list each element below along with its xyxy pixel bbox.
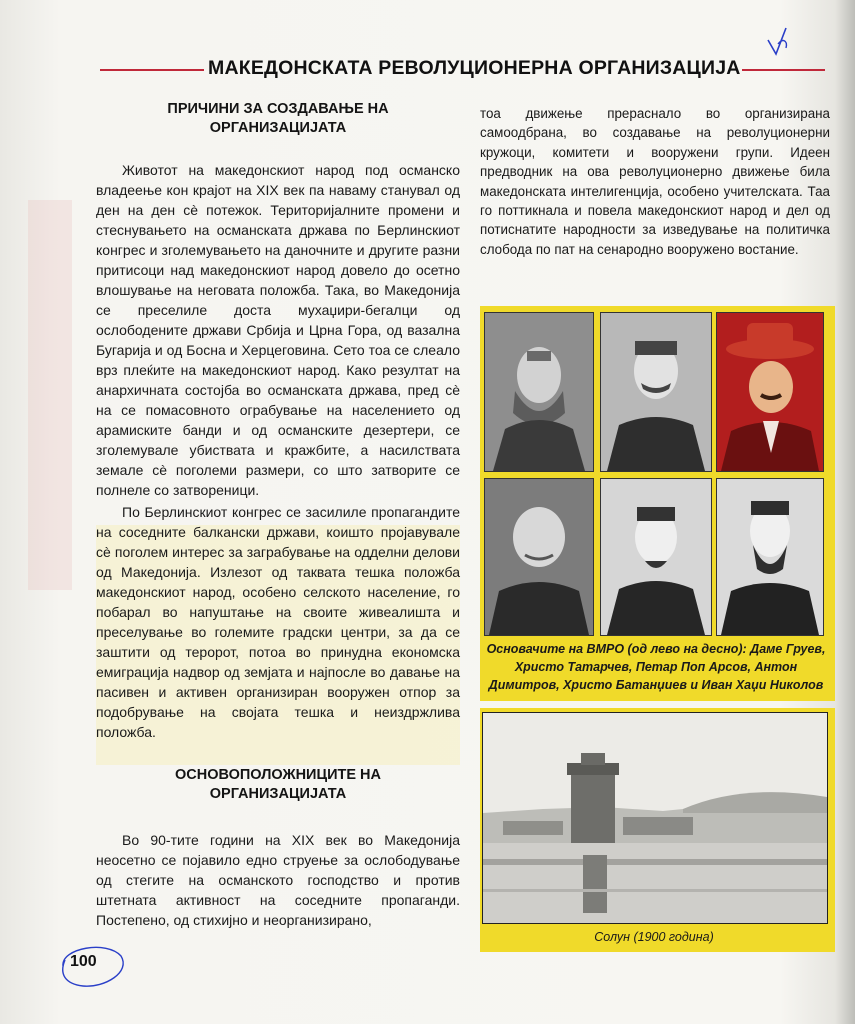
page-number: 100: [70, 953, 97, 970]
paragraph-causes-1: Животот на македонскиот народ под османско владеење кон крајот на XIX век па наваму станувал од ден на ден сè потежок. Територијалните промени и стеснувањето на османската држава по Берлинскиот конгрес и зголемувањето на даночните и другите разни притисоци над македонскиот народ довело до осетно влошување на неговата положба. Така, во Македонија се преселиле доста мухаџири-бегалци од ослободените држави Србија и Црна Гора, од вазална Бугарија и од Босна и Херцеговина. Сето тоа се слеало врз плеќите на македонскиот народ. Како резултат на анархичната состојба во османската држава, пред сè на се помасовното ограбување на населението од арамиските банди и од османските дезертери, се зголемувале убиствата и кражбите, а насилствата земале сè поголеми размери, со што затворите се полнеле со затвореници.: [96, 162, 460, 498]
thessaloniki-photo: [482, 712, 828, 924]
left-column: [96, 100, 460, 930]
portrait-photo-2: [600, 312, 712, 472]
section-heading-founders: [96, 766, 460, 804]
heading-line: ОРГАНИЗАЦИЈАТА: [209, 786, 347, 802]
heading-line: ПРИЧИНИ ЗА СОЗДАВАЊЕ НА: [167, 101, 389, 117]
paragraph-movement: тоа движење прераснало во организирана самоодбрана, во создавање на револуционерни кружоци, комитети и вооружени групи. Идеен предводник на ова револуционерно движење била македонската интелигенција, особено учителската. Таа го поттикнала и повела македонскиот народ и дел од потиснатите народности за изведување на политичка слобода по пат на сенародно вооружено востание.: [480, 106, 830, 257]
heading-line: ОСНОВОПОЛОЖНИЦИТЕ НА: [174, 767, 381, 783]
bleed-through-strip: [28, 200, 72, 590]
page-header: [100, 54, 825, 86]
portrait-photo-5: [600, 478, 712, 636]
portrait-photo-6: [716, 478, 824, 636]
portrait-photo-3-color: [716, 312, 824, 472]
section-heading-causes: [96, 100, 460, 138]
founders-caption: Основачите на ВМРО (од лево на десно): Даме Груев, Христо Татарчев, Петар Поп Арсов, Антон Димитров, Христо Батанџиев и Иван Хаџи Николов: [486, 642, 826, 692]
paragraph-causes-2: По Берлинскиот конгрес се засилиле пропагандите на соседните балкански држави, коишто пројавувале сè поголем интерес за заграбување на одделни делови од Македонија. Излезот од таквата тешка положба македонскиот народ, особено селското население, го побарал во напуштање на своите живеалишта и преселување во големите градски центри, за да се заштити од теророт, потоа во принудна економска емиграција надвор од земјата и најпосле во давање на пасивен и активен организиран вооружен отпор за подобрување на својата тешка и неиздржлива положба.: [96, 504, 460, 740]
portrait-photo-4: [484, 478, 594, 636]
portrait-photo-1: [484, 312, 594, 472]
heading-line: ОРГАНИЗАЦИЈАТА: [209, 120, 347, 136]
city-caption: Солун (1900 година): [594, 930, 714, 944]
paragraph-founders-1: Во 90-тите години на XIX век во Македонија неосетно се појавило едно струење за ослободување од стегите на османското господство и против штетната активност на соседните пропаганди. Постепено, од стихијно и неорганизирано,: [96, 832, 460, 928]
title-rule-right: [742, 69, 825, 71]
title-rule-left: [100, 69, 204, 71]
page-title: МАКЕДОНСКАТА РЕВОЛУЦИОНЕРНА ОРГАНИЗАЦИЈА: [208, 57, 741, 79]
handwritten-check-icon: [764, 24, 794, 60]
right-column: [480, 104, 830, 259]
